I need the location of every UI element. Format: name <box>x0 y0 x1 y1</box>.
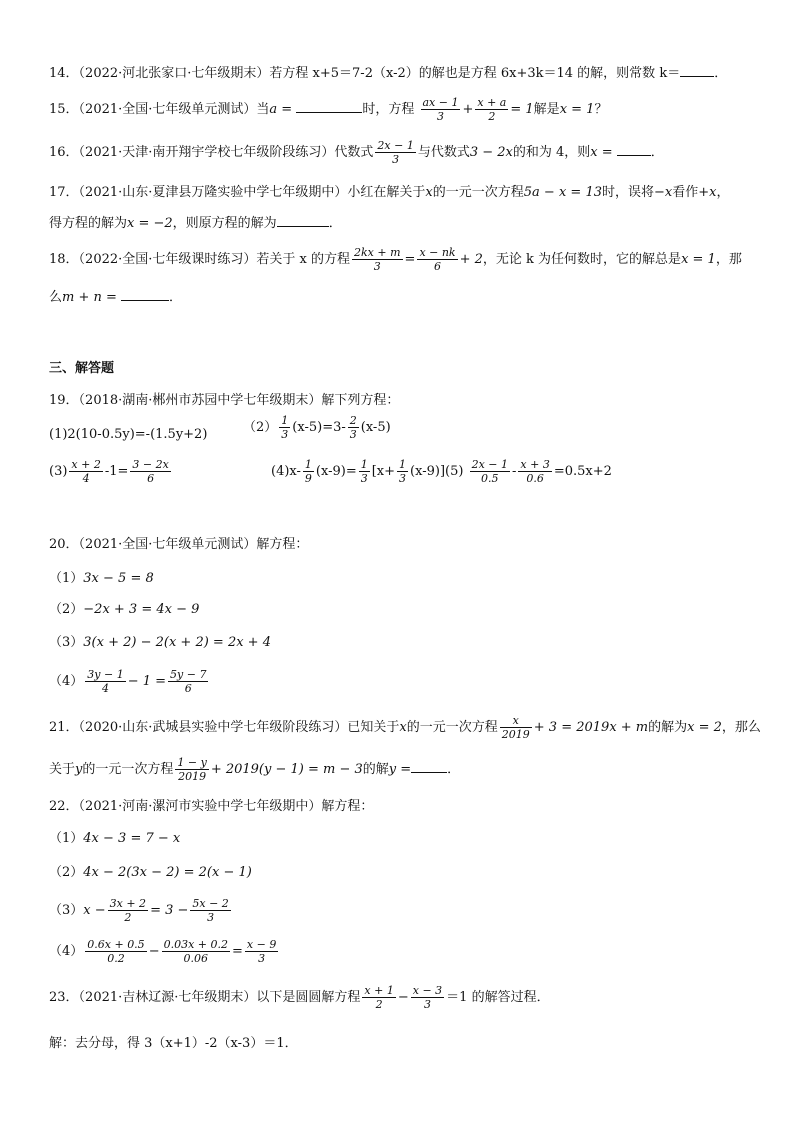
q16-fraction: $\frac{2x - 1}{3}$ <box>377 139 414 166</box>
q22-source: （2021·河南·漯河市实验中学七年级期中） <box>78 799 322 814</box>
q15-number: 15． <box>49 102 79 117</box>
q17-answer-blank[interactable] <box>277 214 329 227</box>
q15-source: （2021·全国·七年级单元测试） <box>78 102 257 117</box>
q23-number: 23． <box>49 990 79 1005</box>
question-18: 18．（2022·全国·七年级课时练习）若关于 x 的方程 $\frac{2kx + m}{3}$ = $\frac{x - nk}{6}$ + 2，无论 k 为任何数时，它的解总是x = 1，那 <box>49 246 742 273</box>
q16-source: （2021·天津·南开翔宇学校七年级阶段练习） <box>78 145 335 160</box>
question-23: 23．（2021·吉林辽源·七年级期末）以下是圆圆解方程 $\frac{x + 1}{2}$ − $\frac{x - 3}{3}$ ＝1 的解答过程． <box>49 984 550 1011</box>
q20-item-4: （4） $\frac{3y - 1}{4}$ − 1 = $\frac{5y - 7}{6}$ <box>49 668 207 695</box>
q20-item-1: （1）3x − 5 = 8 <box>49 571 154 586</box>
q16-answer-blank[interactable] <box>617 143 651 156</box>
q22-item-3: （3）x − $\frac{3x + 2}{2}$ = 3 − $\frac{5x - 2}{3}$ <box>49 897 229 924</box>
q21-answer-blank[interactable] <box>411 760 447 773</box>
q18-fraction-1: $\frac{2kx + m}{3}$ <box>354 246 401 273</box>
q14-answer-blank[interactable] <box>680 64 714 77</box>
q19-number: 19． <box>49 393 79 408</box>
q20-number: 20． <box>49 537 79 552</box>
q19-p2-fraction-1: $\frac{1}{3}$ <box>281 414 289 441</box>
q14-source: （2022·河北张家口·七年级期末） <box>78 66 270 81</box>
q19-source: （2018·湖南·郴州市苏园中学七年级期末） <box>78 393 322 408</box>
q22-item-2: （2）4x − 2(3x − 2) = 2(x − 1) <box>49 865 252 880</box>
q18-answer-blank[interactable] <box>121 288 169 301</box>
q19-p3-fraction-2: $\frac{3 - 2x}{6}$ <box>132 458 169 485</box>
q15-answer-blank[interactable] <box>296 100 362 113</box>
q14-number: 14． <box>49 66 79 81</box>
question-14: 14．（2022·河北张家口·七年级期末）若方程 x+5＝7-2（x-2）的解也是方程 6x+3k＝14 的解，则常数 k＝ ． <box>49 66 728 81</box>
q19-p3-fraction-1: $\frac{x + 2}{4}$ <box>71 458 101 485</box>
q23-source: （2021·吉林辽源·七年级期末） <box>78 990 257 1005</box>
question-17-line-2: 得方程的解为x = −2，则原方程的解为 ． <box>49 216 342 231</box>
q22-item-1: （1）4x − 3 = 7 − x <box>49 831 181 846</box>
question-19: 19．（2018·湖南·郴州市苏园中学七年级期末）解下列方程： <box>49 393 400 408</box>
question-21-line-2: 关于y的一元一次方程 $\frac{1 - y}{2019}$ + 2019(y − 1) = m − 3的解y = ． <box>49 756 461 783</box>
question-16: 16．（2021·天津·南开翔宇学校七年级阶段练习）代数式 $\frac{2x - 1}{3}$ 与代数式3 − 2x的和为 4，则x = ． <box>49 139 664 166</box>
q19-part-4-5: (4)x- $\frac{1}{9}$ (x-9)= $\frac{1}{3}$ [x+ $\frac{1}{3}$ (x-9)](5) $\frac{2x - 1}{0.5}$ - $\frac{x + 3}{0.6}$ =0.5x+2 <box>271 458 612 485</box>
q15-fraction-2: $\frac{x + a}{2}$ <box>477 96 507 123</box>
q22-number: 22． <box>49 799 79 814</box>
q19-p2-fraction-2: $\frac{2}{3}$ <box>349 414 357 441</box>
q19-part-2: （2） $\frac{1}{3}$ (x-5)=3- $\frac{2}{3}$ (x-5) <box>243 414 391 441</box>
q23-solution-line: 解：去分母，得 3（x+1）-2（x-3）＝1． <box>49 1036 298 1051</box>
q16-number: 16． <box>49 145 79 160</box>
q22-item-4: （4） $\frac{0.6x + 0.5}{0.2}$ − $\frac{0.03x + 0.2}{0.06}$ = $\frac{x - 9}{3}$ <box>49 938 277 965</box>
q19-part-1: (1)2(10-0.5y)=-(1.5y+2) <box>49 427 208 442</box>
q19-p5-fraction-1: $\frac{2x - 1}{0.5}$ <box>471 458 508 485</box>
question-21: 21．（2020·山东·武城县实验中学七年级阶段练习）已知关于x的一元一次方程 $\frac{x}{2019}$ + 3 = 2019x + m的解为x = 2，那么 <box>49 714 761 741</box>
q20-source: （2021·全国·七年级单元测试） <box>78 537 257 552</box>
q18-source: （2022·全国·七年级课时练习） <box>78 252 257 267</box>
q19-part-3: (3) $\frac{x + 2}{4}$ -1= $\frac{3 - 2x}{6}$ <box>49 458 169 485</box>
question-20: 20．（2021·全国·七年级单元测试）解方程： <box>49 537 309 552</box>
q18-fraction-2: $\frac{x - nk}{6}$ <box>419 246 456 273</box>
question-17: 17．（2021·山东·夏津县万隆实验中学七年级期中）小红在解关于x的一元一次方程5a − x = 13时，误将−x看作+x， <box>49 185 730 200</box>
q18-number: 18． <box>49 252 79 267</box>
q20-item-2: （2）−2x + 3 = 4x − 9 <box>49 602 200 617</box>
q14-text: 若方程 x+5＝7-2（x-2）的解也是方程 6x+3k＝14 的解，则常数 k＝ <box>269 66 681 81</box>
q21-number: 21． <box>49 720 79 735</box>
q19-p5-fraction-2: $\frac{x + 3}{0.6}$ <box>520 458 550 485</box>
q20-item-3: （3）3(x + 2) − 2(x + 2) = 2x + 4 <box>49 635 271 650</box>
question-15: 15．（2021·全国·七年级单元测试）当a = 时，方程 $\frac{ax - 1}{3}$ + $\frac{x + a}{2}$ = 1解是x = 1？ <box>49 96 608 123</box>
question-18-line-2: 么m + n = ． <box>49 290 183 305</box>
section-title: 三、解答题 <box>49 361 115 376</box>
q17-source: （2021·山东·夏津县万隆实验中学七年级期中） <box>78 185 348 200</box>
question-22: 22．（2021·河南·漯河市实验中学七年级期中）解方程： <box>49 799 374 814</box>
q21-source: （2020·山东·武城县实验中学七年级阶段练习） <box>78 720 348 735</box>
q17-number: 17． <box>49 185 79 200</box>
q15-fraction-1: $\frac{ax - 1}{3}$ <box>422 96 459 123</box>
